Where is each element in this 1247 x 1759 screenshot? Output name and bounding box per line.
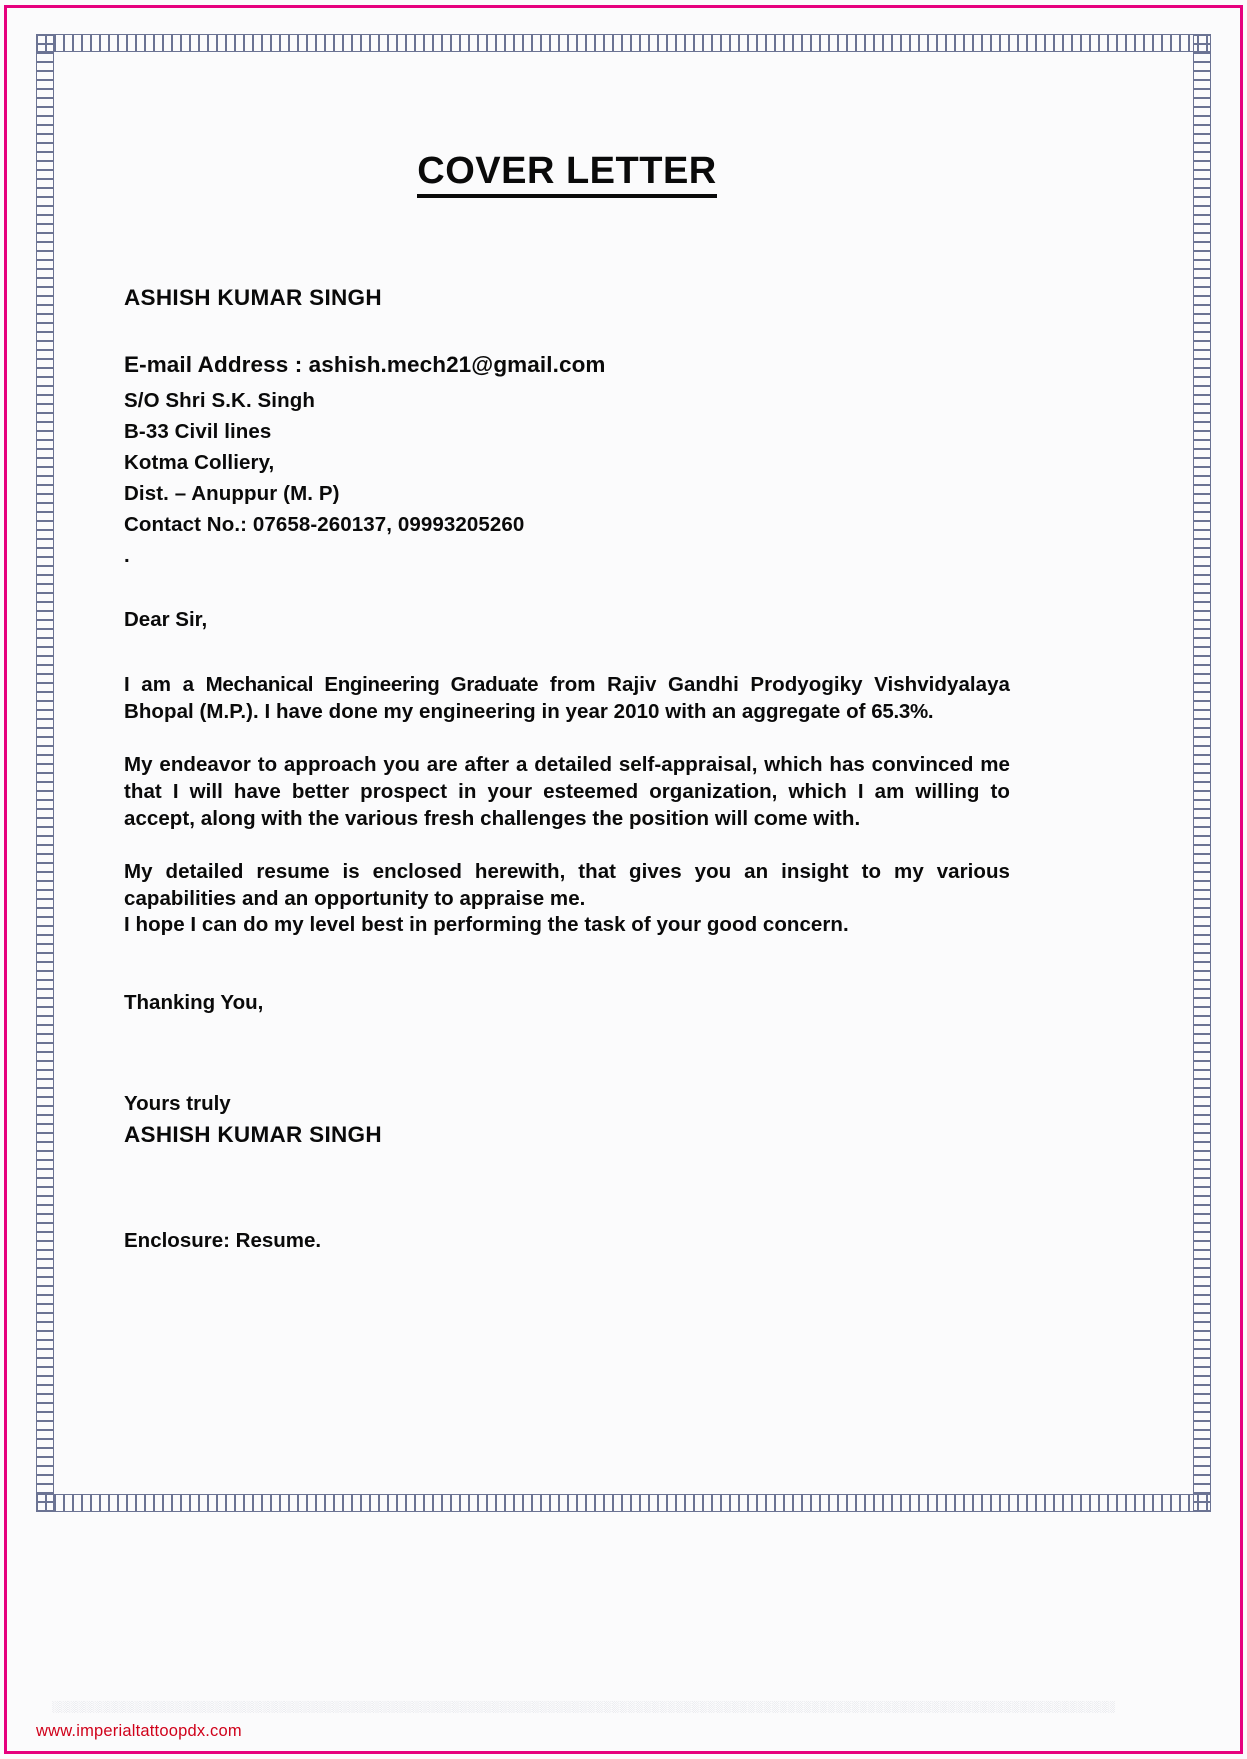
body-paragraph-4: I hope I can do my level best in performing the task of your good concern. xyxy=(124,913,849,937)
document-title-wrapper xyxy=(124,150,1010,197)
paragraph-1-emphasis: Mechanical Engineering Graduate xyxy=(205,673,539,696)
stray-period: . xyxy=(124,544,130,567)
page-title-text: COVER LETTER xyxy=(417,150,716,198)
closing-line: Yours truly xyxy=(124,1092,231,1116)
paragraph-1-before: I am a xyxy=(124,673,206,696)
deco-border-right xyxy=(1193,34,1211,1512)
signature-name: ASHISH KUMAR SINGH xyxy=(124,1122,382,1148)
deco-border-left xyxy=(36,34,54,1512)
sender-name: ASHISH KUMAR SINGH xyxy=(124,285,382,310)
body-paragraph-2: My endeavor to approach you are after a detailed self-appraisal, which has convinced me that I will have better prospect in your esteemed organization, which I am willing to accept, along with the various fresh challenges the position will come with. xyxy=(124,753,1010,830)
contact-number-line: Contact No.: 07658-260137, 09993205260 xyxy=(124,513,525,536)
watermark-url: www.imperialtattoopdx.com xyxy=(36,1722,242,1740)
enclosure-line: Enclosure: Resume. xyxy=(124,1229,322,1253)
address-line-2: B-33 Civil lines xyxy=(124,420,272,443)
letter-body xyxy=(124,150,1010,1253)
sender-email-line: E-mail Address : ashish.mech21@gmail.com xyxy=(124,352,606,377)
paragraph-1-emphasis-2: 65.3%. xyxy=(871,699,934,723)
body-paragraph-1 xyxy=(124,672,1010,725)
thanking-line: Thanking You, xyxy=(124,991,264,1015)
address-line-1: S/O Shri S.K. Singh xyxy=(124,389,315,412)
address-line-4: Dist. – Anuppur (M. P) xyxy=(124,482,340,505)
watermark-faint-strip: ░░░░░░░░░░░░░░░░░░░░░░░░░░░░░░░░░░░░░░░░░░░░░░░░░░░░░░░░░░░░░░░░░░░░░░░░░░░░░░░░░░░░░░░░░░░░░░░░░░░░░░░░░░░░░░░░░░░░░░░░░░░░░░░░░░░░░ xyxy=(52,1701,1116,1713)
deco-border-top xyxy=(36,34,1211,52)
page-title xyxy=(124,150,1010,197)
body-paragraph-3: My detailed resume is enclosed herewith, that gives you an insight to my various capabilities and an opportunity to appraise me. xyxy=(124,860,1010,910)
deco-border-bottom xyxy=(36,1494,1211,1512)
address-line-3: Kotma Colliery, xyxy=(124,451,275,474)
paragraph-1-after: from Rajiv Gandhi Prodyogiky Vishvidyalaya Bhopal (M.P.). I have done my engineering in year 2010 with an aggregate of xyxy=(124,673,1010,723)
salutation: Dear Sir, xyxy=(124,608,208,631)
